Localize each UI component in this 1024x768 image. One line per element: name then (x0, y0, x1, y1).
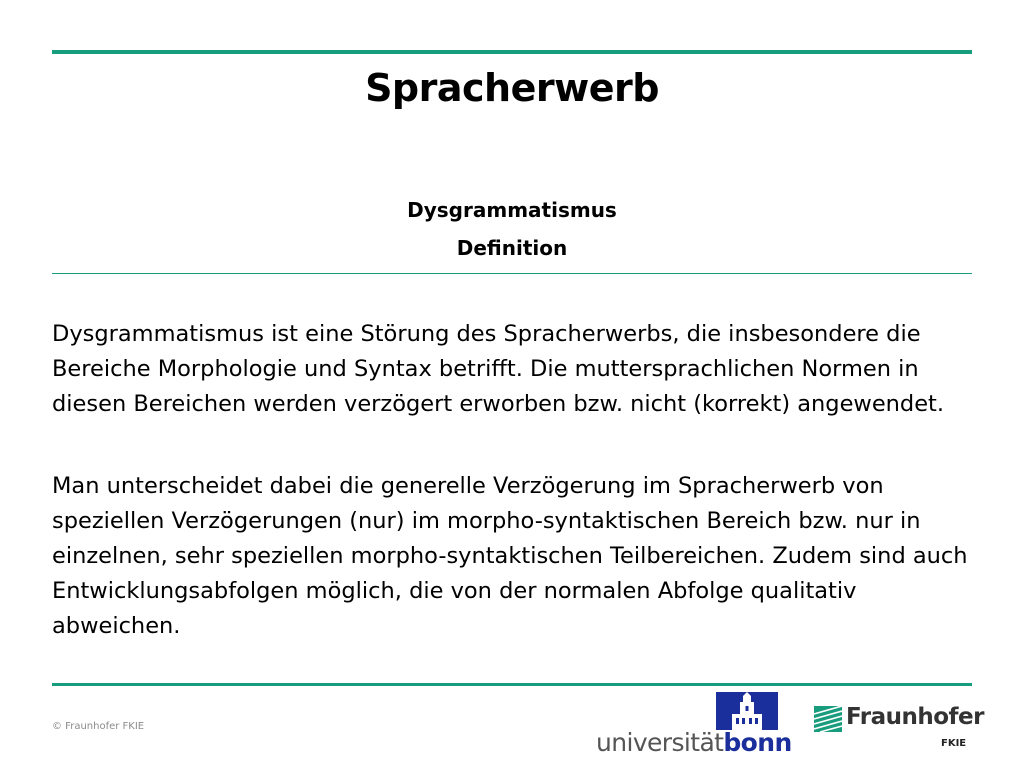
top-divider (52, 50, 972, 54)
university-bonn-wordmark (596, 728, 792, 757)
university-bonn-building-icon (716, 692, 778, 730)
slide-subtitle-topic: Dysgrammatismus (407, 198, 617, 222)
body-paragraph-distinction: Man unterscheidet dabei die generelle Verzögerung im Spracherwerb von speziellen Verzögerungen (nur) im morpho-syntaktischen Bereich bzw. nur in einzelnen, sehr speziellen morpho-syntaktischen Teilbereichen. Zudem sind auch Entwicklungsabfolgen möglich, die von der normalen Abfolge qualitativ abweichen. (52, 473, 968, 639)
fraunhofer-stripes-icon (814, 706, 842, 736)
fraunhofer-institute-label: FKIE (941, 738, 967, 749)
copyright-notice: © Fraunhofer FKIE (52, 721, 145, 732)
fraunhofer-wordmark: Fraunhofer (846, 704, 984, 730)
slide-title: Spracherwerb (365, 66, 659, 110)
slide-subtitle-section: Definition (456, 236, 568, 260)
bonn-wordmark-bold: bonn (723, 728, 792, 757)
footer-divider (52, 683, 972, 686)
bonn-wordmark-regular: universität (596, 728, 724, 757)
body-paragraph-definition: Dysgrammatismus ist eine Störung des Spracherwerbs, die insbesondere die Bereiche Morphologie und Syntax betrifft. Die muttersprachlichen Normen in diesen Bereichen werden verzögert erworben bzw. nicht (korrekt) angewendet. (52, 321, 945, 417)
fraunhofer-logo (814, 704, 984, 756)
header-divider (52, 273, 972, 274)
university-bonn-logo (596, 692, 792, 764)
